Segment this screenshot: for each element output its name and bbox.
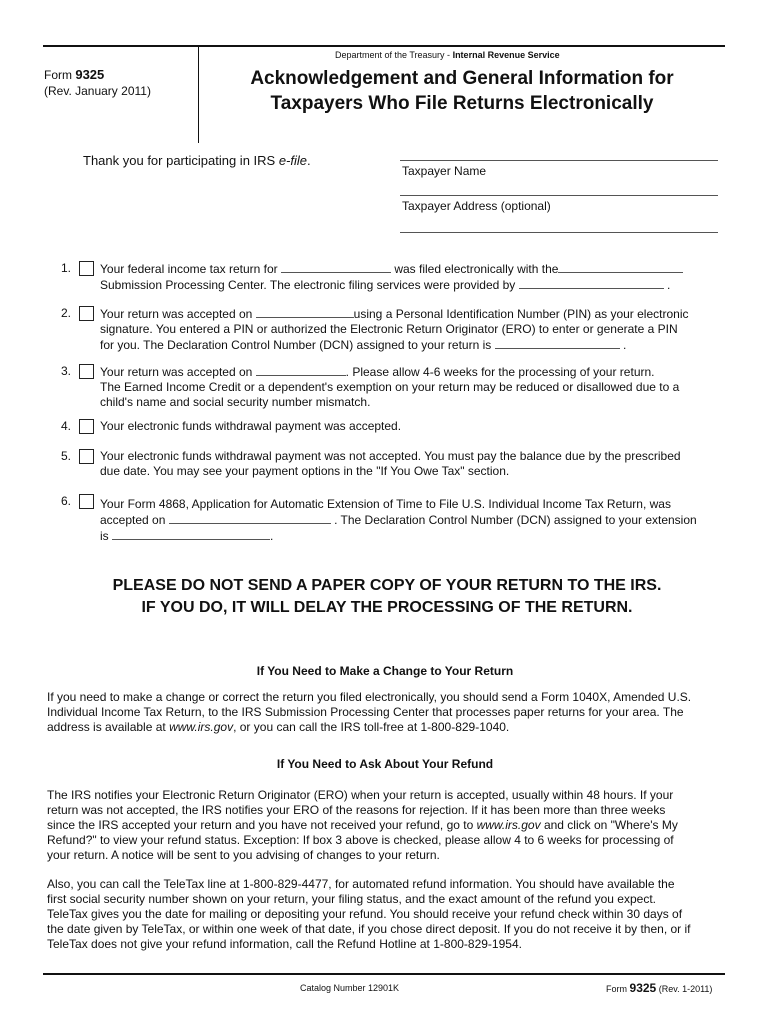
item-3-number: 3.	[61, 364, 72, 378]
refund-p1-line-4: Refund?" to view your refund status. Exception: If box 3 above is checked, please allow 4 to 6 weeks for processing of	[47, 833, 674, 847]
item-2-checkbox[interactable]	[79, 306, 94, 321]
item-2-number: 2.	[61, 306, 72, 320]
footer-rev: (Rev. 1-2011)	[658, 984, 713, 994]
department-text: Department of the Treasury -	[335, 50, 453, 60]
item-5-a: Your electronic funds withdrawal payment was not accepted. You must pay the balance due by the prescribed	[100, 449, 681, 463]
item-1-provider-field[interactable]	[519, 277, 664, 289]
item-4-a: Your electronic funds withdrawal payment was accepted.	[100, 419, 402, 433]
item-6-date-field[interactable]	[169, 512, 331, 524]
refund-paragraph-2	[47, 877, 737, 952]
change-line-3a: address is available at	[47, 720, 170, 734]
thanks-prefix: Thank you for participating in IRS	[83, 153, 279, 168]
change-line-2: Individual Income Tax Return, to the IRS Submission Processing Center that processes paper returns for your area. The	[47, 705, 684, 719]
refund-p1-line-5: your return. A notice will be sent to you advising of changes to your return.	[47, 848, 440, 862]
refund-p1-line-1: The IRS notifies your Electronic Return Originator (ERO) when your return is accepted, usually within 48 hours. If your	[47, 788, 674, 802]
item-3-date-field[interactable]	[256, 364, 346, 376]
item-1-c: Submission Processing Center. The electronic filing services were provided by	[100, 278, 516, 292]
item-1-year-field[interactable]	[281, 261, 391, 273]
item-3-checkbox[interactable]	[79, 364, 94, 379]
footer-form-number: 9325	[629, 981, 657, 995]
footer-form-id	[606, 981, 712, 995]
item-2-d: for you. The Declaration Control Number (DCN) assigned to your return is	[100, 338, 492, 352]
item-6-text	[100, 497, 730, 544]
taxpayer-address-line-1[interactable]	[400, 195, 718, 196]
item-1-checkbox[interactable]	[79, 261, 94, 276]
item-1-b: was filed electronically with the	[394, 262, 559, 276]
item-6-a: Your Form 4868, Application for Automatic Extension of Time to File U.S. Individual Income Tax Return, was	[100, 497, 671, 511]
irs-website-link-2[interactable]: www.irs.gov	[476, 818, 541, 832]
refund-p2-line-5: TeleTax does not give your refund information, call the Refund Hotline at 1-800-829-1954.	[47, 937, 522, 951]
item-1-a: Your federal income tax return for	[100, 262, 278, 276]
taxpayer-name-label: Taxpayer Name	[402, 164, 487, 178]
item-5-checkbox[interactable]	[79, 449, 94, 464]
item-4-number: 4.	[61, 419, 72, 433]
item-6-number: 6.	[61, 494, 72, 508]
refund-p2-line-2: first social security number shown on your return, your filing status, and the exact amount of the refund you expect.	[47, 892, 656, 906]
taxpayer-address-label: Taxpayer Address (optional)	[402, 199, 551, 213]
title-line-1: Acknowledgement and General Information for	[250, 68, 674, 89]
refund-heading: If You Need to Ask About Your Refund	[276, 757, 494, 771]
change-heading: If You Need to Make a Change to Your Return	[256, 664, 514, 678]
change-line-3b: , or you can call the IRS toll-free at 1-800-829-1040.	[233, 720, 510, 734]
item-3-b: . Please allow 4-6 weeks for the processing of your return.	[345, 365, 655, 379]
form-revision: (Rev. January 2011)	[44, 84, 151, 98]
item-2-e: .	[622, 338, 627, 352]
item-3-a: Your return was accepted on	[100, 365, 253, 379]
warning-line-2: IF YOU DO, IT WILL DELAY THE PROCESSING OF THE RETURN.	[141, 599, 633, 616]
item-1-center-field[interactable]	[558, 261, 683, 273]
item-5-text	[100, 449, 730, 479]
item-2-a: Your return was accepted on	[100, 307, 253, 321]
item-3-c: The Earned Income Credit or a dependent's exemption on your return may be reduced or disallowed due to a	[100, 380, 680, 394]
form-number: 9325	[75, 67, 105, 82]
department-line	[335, 50, 560, 60]
item-1-d: .	[667, 278, 671, 292]
taxpayer-address-line-2[interactable]	[400, 232, 718, 233]
change-line-1: If you need to make a change or correct the return you filed electronically, you should send a Form 1040X, Amended U.S.	[47, 690, 692, 704]
irs-name: Internal Revenue Service	[452, 50, 560, 60]
refund-paragraph-1	[47, 788, 737, 863]
refund-p1-line-3a: since the IRS accepted your return and you have not received your refund, go to	[47, 818, 477, 832]
item-2-date-field[interactable]	[256, 306, 354, 318]
item-5-b: due date. You may see your payment options in the "If You Owe Tax" section.	[100, 464, 510, 478]
irs-website-link[interactable]: www.irs.gov	[169, 720, 234, 734]
refund-p2-line-1: Also, you can call the TeleTax line at 1-800-829-4477, for automated refund information. You should have available the	[47, 877, 675, 891]
taxpayer-name-line[interactable]	[400, 160, 718, 161]
item-1-text	[100, 261, 730, 293]
item-6-dcn-field[interactable]	[112, 528, 270, 540]
item-2-text	[100, 306, 730, 353]
item-2-c: signature. You entered a PIN or authorized the Electronic Return Originator (ERO) to enter or generate a PIN	[100, 322, 678, 336]
item-2-dcn-field[interactable]	[495, 337, 620, 349]
refund-p1-line-2: return was not accepted, the IRS notifies your ERO of the reasons for rejection. If it has been more than three weeks	[47, 803, 666, 817]
warning-line-1: PLEASE DO NOT SEND A PAPER COPY OF YOUR RETURN TO THE IRS.	[112, 577, 662, 594]
refund-p2-line-3: TeleTax gives you the date for mailing or depositing your refund. You should receive your refund check within 30 days of	[47, 907, 683, 921]
header-top-rule	[43, 45, 725, 47]
item-6-b: accepted on	[100, 513, 166, 527]
item-6-c: . The Declaration Control Number (DCN) assigned to your extension	[334, 513, 697, 527]
item-5-number: 5.	[61, 449, 72, 463]
thanks-suffix: .	[307, 153, 311, 168]
item-6-d: is	[100, 529, 109, 543]
change-paragraph	[47, 690, 737, 735]
form-label: Form	[44, 68, 72, 82]
form-title	[199, 66, 725, 116]
item-6-checkbox[interactable]	[79, 494, 94, 509]
refund-p1-line-3b: and click on "Where's My	[540, 818, 678, 832]
item-4-checkbox[interactable]	[79, 419, 94, 434]
footer-rule	[43, 973, 725, 975]
item-6-e: .	[270, 529, 274, 543]
item-2-b: using a Personal Identification Number (PIN) as your electronic	[353, 307, 689, 321]
paper-copy-warning	[40, 575, 734, 619]
form-id	[44, 67, 104, 82]
item-3-text	[100, 364, 730, 410]
refund-p2-line-4: the date given by TeleTax, or within one week of that date, if you chose direct deposit. If you do not receive it by then, or if	[47, 922, 691, 936]
title-line-2: Taxpayers Who File Returns Electronically	[270, 93, 654, 114]
footer-form-label: Form	[606, 984, 627, 994]
item-1-number: 1.	[61, 261, 72, 275]
item-4-text	[100, 419, 730, 434]
thank-you-text	[83, 153, 311, 169]
item-3-d: child's name and social security number mismatch.	[100, 395, 371, 409]
catalog-number: Catalog Number 12901K	[300, 983, 400, 993]
efile-term: e-file	[278, 153, 308, 168]
